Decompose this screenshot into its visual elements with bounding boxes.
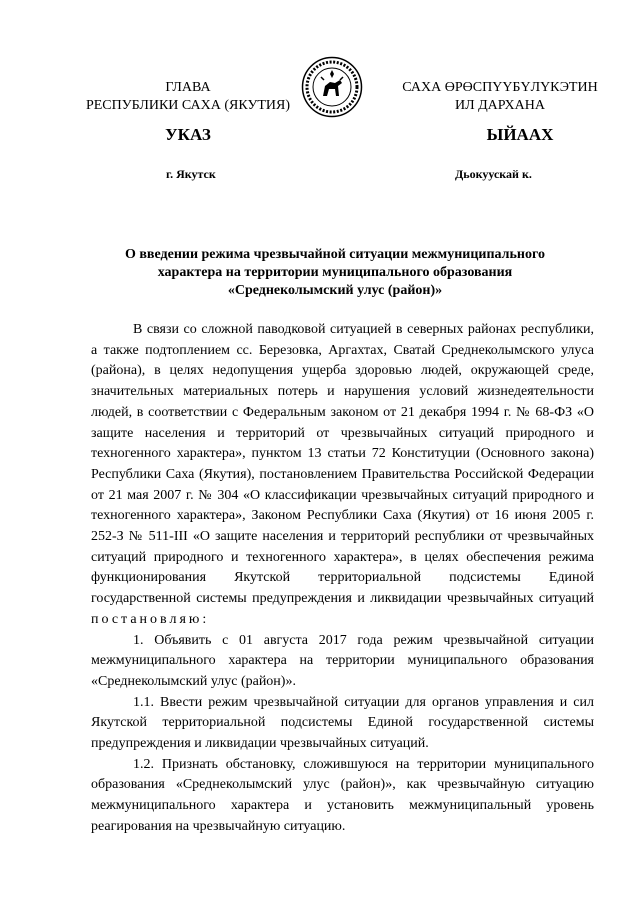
issuer-sakha [385, 79, 615, 115]
city-sakha: Дьокуускай к. [455, 167, 532, 181]
item-1-2: 1.2. Признать обстановку, сложившуюся на территории муниципального образования «Среднеколымский улус (район)», как чрезвычайную ситуацию межмуниципального характера и установить межмуниципальный уровень реагирования на чрезвычайную ситуацию. [91, 756, 594, 834]
city-ru: г. Якутск [166, 167, 216, 181]
heading-line1: О введении режима чрезвычайной ситуации межмуниципального [124, 247, 545, 262]
document-body [91, 320, 594, 838]
item-1: 1. Объявить с 01 августа 2017 года режим чрезвычайной ситуации межмуниципального характера на территории муниципального образования «Среднеколымский улус (район)». [91, 632, 594, 689]
issuer-ru [68, 79, 308, 115]
heading-line3: «Среднеколымский улус (район)» [227, 283, 443, 298]
issuer-ru-line2: РЕСПУБЛИКИ САХА (ЯКУТИЯ) [85, 98, 291, 113]
preamble-text: В связи со сложной паводковой ситуацией в северных районах республики, а также подтоплением сс. Березовка, Аргахтах, Сватай Среднеколымского улуса (района), в целях недопущения ущерба здоровью людей, окружающей среде, значительных материальных потерь и нарушения условий жизнедеятельности людей, в соответствии с Федеральным законом от 21 декабря 1994 г. № 68-ФЗ «О защите населения и территорий от чрезвычайных ситуаций природного и техногенного характера», пунктом 13 статьи 72 Конституции (Основного закона) Республики Саха (Якутия), постановлением Правительства Российской Федерации от 21 мая 2007 г. № 304 «О классификации чрезвычайных ситуаций природного и техногенного характера», Законом Республики Саха (Якутия) от 16 июня 2005 г. 252-З № 511-III «О защите населения и территорий республики от чрезвычайных ситуаций природного и техногенного характера», в целях обеспечения режима функционирования Якутской территориальной подсистемы Единой государственной системы предупреждения и ликвидации чрезвычайных ситуаций [91, 322, 594, 607]
doc-type-sakha: ЫЙААХ [486, 125, 554, 144]
issuer-ru-line1: ГЛАВА [165, 80, 211, 95]
heading-line2: характера на территории муниципального образования [157, 265, 513, 280]
doc-type-ru: УКАЗ [165, 125, 211, 144]
issuer-sakha-line1: САХА ӨРӨСПҮҮБҮЛҮКЭТИН [402, 80, 598, 95]
republic-coat-of-arms-icon [301, 56, 363, 118]
item-1-1: 1.1. Ввести режим чрезвычайной ситуации для органов управления и сил Якутской территориальной подсистемы Единой государственной системы предупреждения и ликвидации чрезвычайных ситуаций. [91, 694, 594, 752]
document-heading [100, 246, 570, 300]
issuer-sakha-line2: ИЛ ДАРХАНА [454, 98, 545, 113]
decree-word: постановляю: [91, 611, 210, 627]
preamble-paragraph [91, 320, 594, 631]
